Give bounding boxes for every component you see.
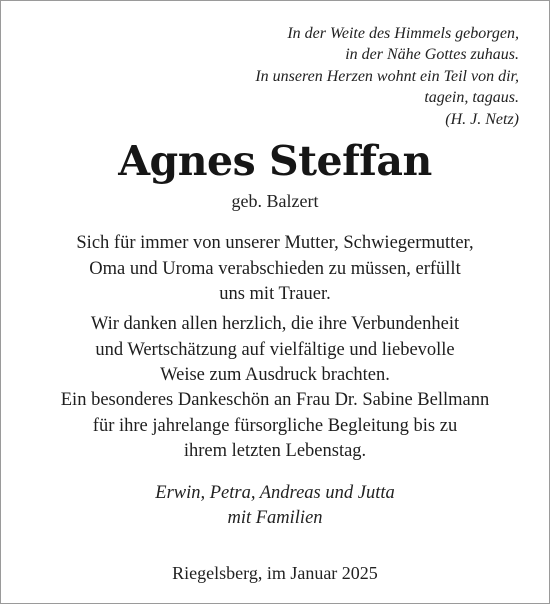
paragraph-line: Oma und Uroma verabschieden zu müssen, erfüllt bbox=[89, 258, 461, 279]
family-suffix: mit Familien bbox=[227, 508, 323, 528]
family-signature bbox=[1, 481, 549, 531]
birth-name: geb. Balzert bbox=[231, 191, 319, 211]
paragraph-line: Weise zum Ausdruck brachten. bbox=[160, 365, 390, 385]
paragraph-line: uns mit Trauer. bbox=[219, 284, 331, 304]
memorial-verse bbox=[255, 23, 519, 130]
paragraph-line: Ein besonderes Dankeschön an Frau Dr. Sabine Bellmann bbox=[60, 390, 490, 410]
paragraph-line: Wir danken allen herzlich, die ihre Verbundenheit bbox=[90, 314, 460, 334]
special-thanks-paragraph bbox=[1, 388, 549, 465]
verse-line: In unseren Herzen wohnt ein Teil von dir, bbox=[255, 67, 519, 85]
deceased-name: Agnes Steffan bbox=[118, 137, 432, 185]
family-names: Erwin, Petra, Andreas und Jutta bbox=[155, 483, 395, 503]
paragraph-line: ihrem letzten Lebenstag. bbox=[183, 441, 367, 461]
paragraph-line: Sich für immer von unserer Mutter, Schwiegermutter, bbox=[76, 233, 474, 253]
verse-line: tagein, tagaus. bbox=[424, 89, 519, 107]
thanks-paragraph bbox=[1, 312, 549, 389]
verse-author: (H. J. Netz) bbox=[445, 110, 519, 128]
verse-line: in der Nähe Gottes zuhaus. bbox=[345, 46, 519, 64]
verse-line: In der Weite des Himmels geborgen, bbox=[287, 25, 519, 42]
paragraph-line: für ihre jahrelange fürsorgliche Begleitung bis zu bbox=[92, 415, 458, 436]
mourning-paragraph bbox=[1, 231, 549, 308]
place-and-date: Riegelsberg, im Januar 2025 bbox=[172, 563, 378, 583]
paragraph-line: und Wertschätzung auf vielfältige und liebevolle bbox=[95, 339, 455, 360]
